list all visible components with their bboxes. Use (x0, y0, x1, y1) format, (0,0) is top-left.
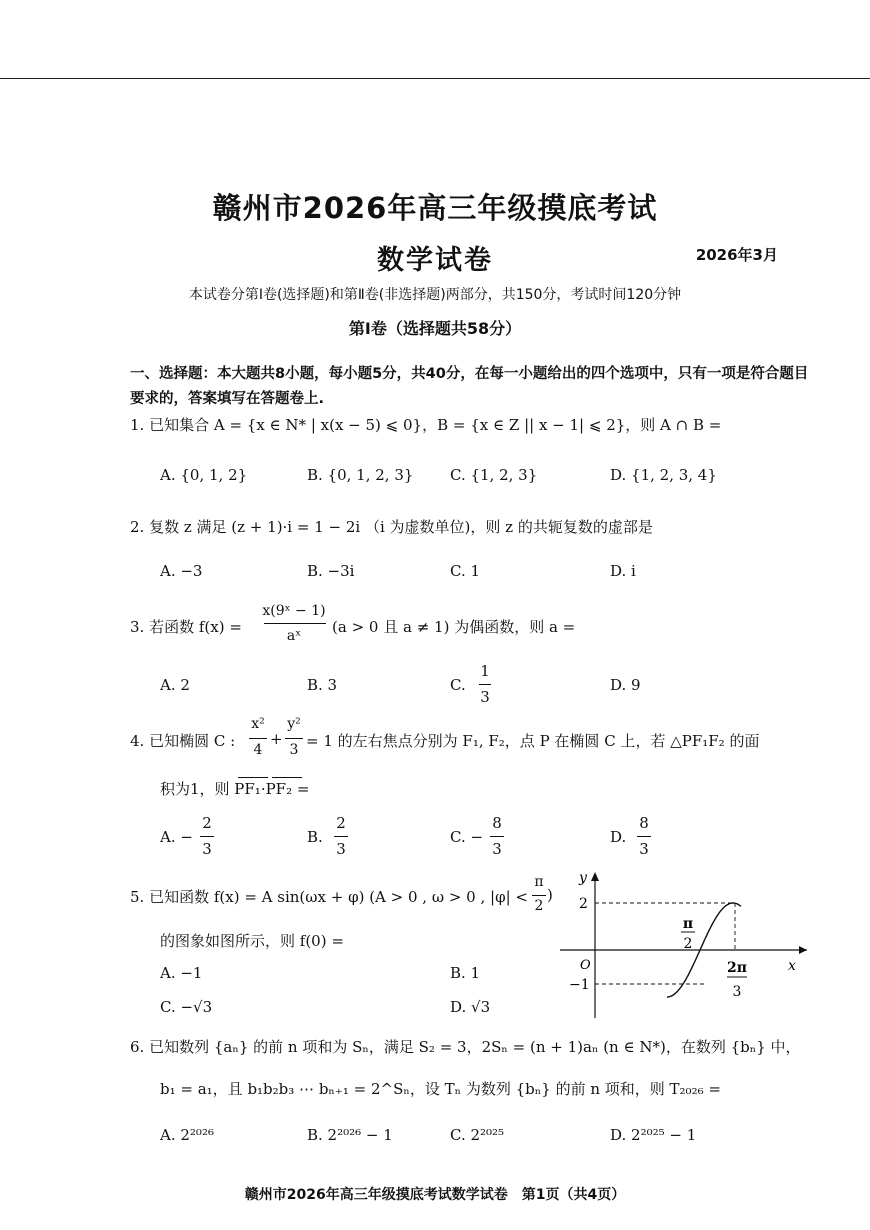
question-4-option-a-den: 3 (202, 840, 212, 858)
question-4-stem-prefix: 4. 已知椭圆 C : (130, 732, 236, 750)
question-5-sine-graph (555, 868, 815, 1028)
question-4-stem-line2: 积为1，则 PF₁·PF₂ = (160, 780, 310, 798)
question-4-option-b-num: 2 (336, 814, 346, 832)
graph-x2-den: 3 (732, 984, 742, 1000)
question-5-stem-line2: 的图象如图所示，则 f(0) = (160, 932, 344, 950)
page-footer: 赣州市2026年高三年级摸底考试数学试卷 第1页（共4页） (244, 1187, 626, 1203)
question-4-frac2-bar (285, 738, 303, 739)
question-4-option-a-bar (200, 836, 214, 837)
question-4-frac1-bar (249, 738, 267, 739)
graph-x1-num: π (682, 916, 694, 932)
question-4-option-b-den: 3 (336, 840, 346, 858)
question-1-option-d: D. {1, 2, 3, 4} (610, 466, 717, 484)
part-title: 第Ⅰ卷（选择题共58分） (348, 319, 522, 338)
section-instructions: 一、选择题：本大题共8小题，每小题5分，共40分，在每一小题给出的四个选项中，只有一项是符合题目要求的，答案填写在答题卷上. (130, 366, 809, 407)
graph-ymin-label: −1 (569, 977, 590, 993)
question-5-frac-num: π (534, 874, 544, 890)
question-4-option-c-den: 3 (492, 840, 502, 858)
question-6-stem: 6. 已知数列 {aₙ} 的前 n 项和为 Sₙ，满足 S₂ = 3，2Sₙ = (n + 1)aₙ (n ∈ N*)，在数列 {bₙ} 中， (130, 1038, 801, 1056)
question-4-vector-arrow-2 (272, 777, 302, 778)
question-5-frac-den: 2 (534, 898, 544, 914)
question-1-option-a: A. {0, 1, 2} (160, 466, 248, 484)
question-4-option-c-num: 8 (492, 814, 502, 832)
exam-title: 赣州市2026年高三年级摸底考试 (212, 191, 658, 225)
exam-date: 2026年3月 (695, 246, 778, 264)
top-rule (0, 78, 870, 79)
question-6-option-d: D. 2²⁰²⁵ − 1 (610, 1126, 697, 1144)
question-3-option-c-den: 3 (480, 688, 490, 706)
question-2-option-b: B. −3i (307, 562, 355, 580)
question-3-frac-den: aˣ (286, 628, 302, 644)
question-4-frac2-den: 3 (289, 742, 299, 758)
question-3-option-d: D. 9 (610, 676, 641, 694)
question-4-option-a-num: 2 (202, 814, 212, 832)
graph-y-arrow (591, 872, 599, 881)
question-1-option-c: C. {1, 2, 3} (450, 466, 538, 484)
question-2-stem: 2. 复数 z 满足 (z + 1)·i = 1 − 2i （i 为虚数单位)，则 z 的共轭复数的虚部是 (130, 518, 653, 536)
question-6-stem-line2: b₁ = a₁，且 b₁b₂b₃ ⋯ bₙ₊₁ = 2^Sₙ，设 Tₙ 为数列 {bₙ} 的前 n 项和，则 T₂₀₂₆ = (160, 1080, 721, 1098)
exam-intro: 本试卷分第Ⅰ卷(选择题)和第Ⅱ卷(非选择题)两部分，共150分，考试时间120分钟 (188, 287, 682, 303)
question-4-frac1-den: 4 (253, 742, 263, 758)
question-6-option-a: A. 2²⁰²⁶ (160, 1126, 214, 1144)
question-3-option-c: C. (450, 676, 466, 694)
question-1-option-b: B. {0, 1, 2, 3} (307, 466, 414, 484)
question-6-option-b: B. 2²⁰²⁶ − 1 (307, 1126, 393, 1144)
graph-ymax-label: 2 (579, 896, 588, 912)
question-3-option-b: B. 3 (307, 676, 338, 694)
question-2-option-d: D. i (610, 562, 636, 580)
question-5-option-a: A. −1 (160, 964, 203, 982)
question-4-option-d-den: 3 (639, 840, 649, 858)
question-4-option-b-bar (334, 836, 348, 837)
question-5-stem: 5. 已知函数 f(x) = A sin(ωx + φ) (A > 0 , ω > 0 , |φ| < (130, 888, 528, 906)
question-3-option-a: A. 2 (160, 676, 190, 694)
question-5-stem-close: ) (547, 886, 553, 904)
graph-y-label: y (579, 870, 587, 886)
question-3-stem-prefix: 3. 若函数 f(x) = (130, 618, 242, 636)
question-4-option-d-bar (637, 836, 651, 837)
question-3-option-c-bar (479, 684, 491, 685)
question-2-option-a: A. −3 (160, 562, 203, 580)
question-3-frac-bar (264, 623, 326, 624)
question-4-option-c: C. − (450, 828, 484, 846)
graph-x-label: x (788, 958, 796, 974)
question-4-frac1-num: x² (251, 716, 265, 732)
question-3-frac-num: x(9ˣ − 1) (262, 603, 326, 619)
question-5-option-b: B. 1 (450, 964, 481, 982)
question-4-option-a: A. − (160, 828, 193, 846)
question-5-option-d: D. √3 (450, 998, 491, 1016)
question-4-frac2-num: y² (287, 716, 301, 732)
question-1-stem: 1. 已知集合 A = {x ∈ N* | x(x − 5) ⩽ 0}，B = {x ∈ Z || x − 1| ⩽ 2}，则 A ∩ B = (130, 416, 722, 434)
question-6-option-c: C. 2²⁰²⁵ (450, 1126, 505, 1144)
question-4-vector-arrow-1 (238, 777, 268, 778)
question-4-option-b: B. (307, 828, 323, 846)
graph-origin-label: O (580, 958, 591, 973)
question-3-stem-suffix: (a > 0 且 a ≠ 1) 为偶函数，则 a = (332, 618, 576, 636)
question-3-option-c-num: 1 (480, 662, 490, 680)
graph-x1-den: 2 (683, 936, 693, 952)
graph-x-arrow (799, 946, 807, 954)
question-4-stem-suffix: = 1 的左右焦点分别为 F₁, F₂，点 P 在椭圆 C 上，若 △PF₁F₂ 的面 (306, 732, 760, 750)
question-4-plus: + (270, 730, 283, 748)
graph-x2-num: 2π (727, 960, 747, 976)
question-2-option-c: C. 1 (450, 562, 481, 580)
question-4-option-d: D. (610, 828, 627, 846)
question-5-option-c: C. −√3 (160, 998, 213, 1016)
exam-subtitle: 数学试卷 (377, 245, 493, 276)
question-4-option-c-bar (490, 836, 504, 837)
question-4-option-d-num: 8 (639, 814, 649, 832)
question-5-frac-bar (532, 895, 546, 896)
